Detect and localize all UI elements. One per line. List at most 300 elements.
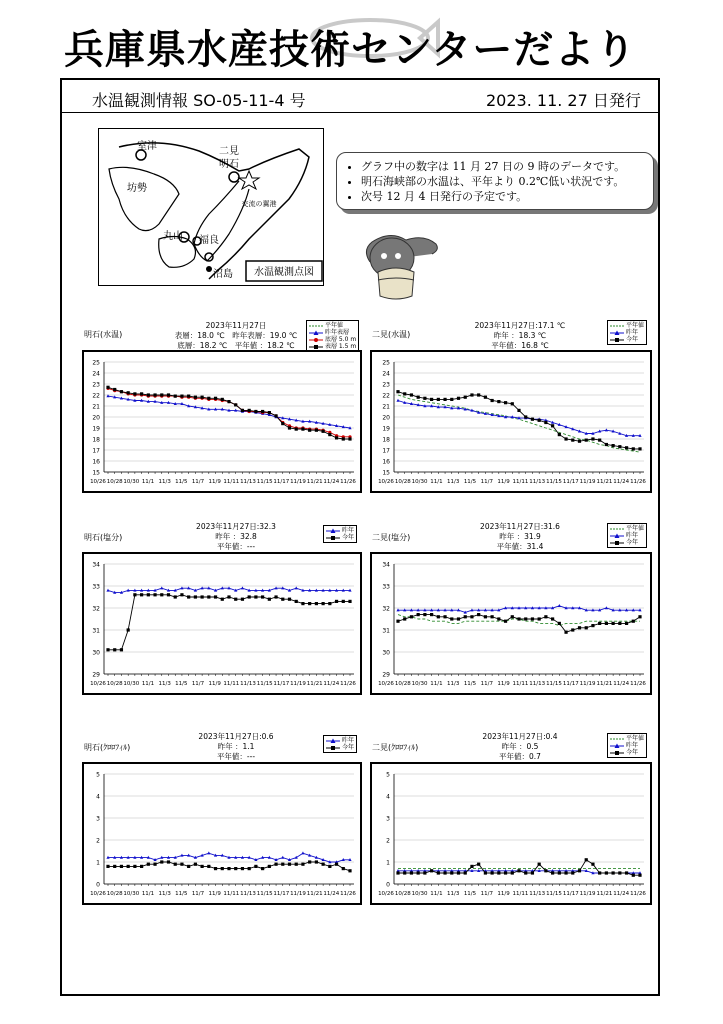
x-tick-label: 11/9 — [497, 681, 510, 687]
chart-stat-line: 昨年 ：31.9 — [499, 532, 541, 541]
legend-label: 底層 5.0 m — [325, 336, 357, 343]
x-tick-label: 11/19 — [579, 681, 596, 687]
chart-plot-area — [82, 350, 362, 493]
data-point — [153, 393, 156, 396]
data-point — [274, 414, 277, 417]
chart-svg — [84, 352, 360, 491]
data-point — [605, 871, 608, 874]
data-point — [443, 398, 446, 401]
data-point — [618, 445, 621, 448]
x-tick-label: 11/5 — [175, 891, 188, 897]
data-point — [127, 865, 130, 868]
x-tick-label: 11/24 — [323, 891, 340, 897]
data-point — [417, 396, 420, 399]
x-tick-label: 10/26 — [378, 681, 394, 687]
data-point — [417, 613, 420, 616]
place-label: 明石 — [219, 159, 239, 170]
legend-entry — [610, 532, 644, 539]
data-point — [632, 874, 635, 877]
x-tick-label: 11/26 — [340, 891, 356, 897]
x-tick-label: 11/21 — [306, 681, 323, 687]
data-point — [484, 396, 487, 399]
data-point — [187, 395, 190, 398]
data-point — [174, 595, 177, 598]
data-point — [308, 429, 311, 432]
data-point — [450, 398, 453, 401]
legend-entry — [326, 527, 354, 534]
legend-label: 昨年 — [626, 329, 639, 336]
note-item: • 次号 12 月 4 日発行の予定です。 — [361, 189, 645, 204]
data-point — [133, 392, 136, 395]
x-tick-label: 11/24 — [613, 681, 630, 687]
legend-label: 昨年表層 — [325, 329, 350, 336]
data-point — [328, 602, 331, 605]
data-point — [531, 617, 534, 620]
x-tick-label: 10/28 — [394, 681, 411, 687]
data-point — [410, 615, 413, 618]
data-point — [585, 858, 588, 861]
chart-stats — [440, 522, 600, 552]
x-tick-label: 11/13 — [240, 681, 256, 687]
x-tick-label: 11/5 — [463, 891, 477, 897]
data-point — [632, 447, 635, 450]
data-point — [517, 409, 520, 412]
data-point — [322, 863, 325, 866]
data-point — [348, 437, 351, 440]
data-point — [120, 648, 123, 651]
data-point — [544, 421, 547, 424]
data-point — [423, 871, 426, 874]
data-point — [160, 860, 163, 863]
place-label: 室津 — [137, 141, 157, 152]
data-point — [497, 871, 500, 874]
x-tick-label: 11/7 — [191, 479, 205, 485]
x-tick-label: 11/13 — [529, 681, 546, 687]
data-point — [281, 856, 284, 859]
y-tick-label: 25 — [382, 359, 390, 367]
y-tick-label: 22 — [92, 392, 100, 400]
data-point — [598, 871, 601, 874]
data-point — [348, 600, 351, 603]
x-tick-label: 11/17 — [273, 891, 290, 897]
data-point — [585, 626, 588, 629]
data-point — [618, 871, 621, 874]
data-point — [234, 867, 237, 870]
data-point — [113, 648, 116, 651]
data-point — [268, 411, 271, 414]
x-tick-label: 11/26 — [630, 681, 646, 687]
data-point — [491, 615, 494, 618]
data-point — [295, 428, 298, 431]
x-tick-label: 10/28 — [106, 681, 123, 687]
observation-map — [98, 128, 324, 286]
data-point — [295, 863, 298, 866]
y-tick-label: 24 — [92, 370, 100, 378]
data-point — [167, 393, 170, 396]
chart-stat-line: 昨年 ：0.5 — [501, 742, 539, 751]
data-point — [511, 615, 514, 618]
x-tick-label: 11/3 — [158, 479, 171, 485]
data-point — [194, 863, 197, 866]
data-point — [443, 871, 446, 874]
data-point — [315, 860, 318, 863]
data-point — [410, 871, 413, 874]
data-point — [234, 403, 237, 406]
y-tick-label: 4 — [96, 793, 100, 801]
data-point — [477, 863, 480, 866]
legend-entry — [309, 343, 356, 350]
chart-stat-line: 2023年11月27日:0.4 — [482, 732, 558, 741]
y-tick-label: 33 — [92, 583, 100, 591]
chart-plot-area — [82, 552, 362, 695]
chart-plot-area — [370, 762, 652, 905]
map-legend-title: 水温観測点図 — [254, 267, 314, 278]
x-tick-label: 11/15 — [256, 479, 273, 485]
chart-stats — [156, 732, 316, 762]
x-tick-label: 11/1 — [141, 479, 155, 485]
x-tick-label: 11/5 — [463, 681, 477, 687]
x-tick-label: 11/19 — [290, 479, 306, 485]
legend-entry — [309, 322, 356, 329]
data-point — [214, 397, 217, 400]
data-point — [605, 428, 608, 431]
chart-stat-line: 昨年 ：1.1 — [217, 742, 255, 751]
data-point — [254, 865, 257, 868]
data-point — [612, 444, 615, 447]
data-point — [241, 409, 244, 412]
x-tick-label: 11/24 — [323, 681, 340, 687]
data-point — [612, 622, 615, 625]
data-point — [348, 869, 351, 872]
x-tick-label: 11/9 — [497, 891, 510, 897]
y-tick-label: 30 — [382, 649, 390, 657]
x-tick-label: 10/26 — [378, 479, 394, 485]
data-point — [281, 422, 284, 425]
x-tick-label: 11/3 — [447, 891, 460, 897]
chart-stat-line: 2023年11月27日:0.6 — [198, 732, 274, 741]
x-tick-label: 11/17 — [273, 681, 290, 687]
data-point — [180, 863, 183, 866]
chart-stats — [440, 732, 600, 762]
y-tick-label: 19 — [382, 425, 390, 433]
data-point — [335, 436, 338, 439]
data-point — [504, 401, 507, 404]
data-point — [207, 595, 210, 598]
chart-svg — [372, 764, 650, 903]
chart-station-label: 二見(ｸﾛﾛﾌｨﾙ) — [372, 743, 419, 752]
y-tick-label: 16 — [92, 458, 100, 466]
data-point — [261, 595, 264, 598]
y-tick-label: 1 — [96, 859, 100, 867]
data-point — [558, 871, 561, 874]
data-point — [504, 871, 507, 874]
chart-stat-line: 底層：18.2 ℃ 平年値 ：18.2 ℃ — [177, 341, 295, 350]
legend-label: 表層 1.5 m — [325, 343, 357, 350]
data-point — [288, 598, 291, 601]
x-tick-label: 11/5 — [463, 479, 477, 485]
legend-entry — [610, 336, 644, 343]
y-tick-label: 23 — [382, 381, 390, 389]
chart-stat-line: 平年値：0.7 — [499, 752, 541, 761]
data-point — [221, 867, 224, 870]
x-tick-label: 11/15 — [546, 681, 562, 687]
page-title: 兵庫県水産技術センターだより — [64, 27, 637, 73]
data-point — [585, 439, 588, 442]
x-tick-label: 11/11 — [223, 479, 240, 485]
data-point — [410, 393, 413, 396]
legend-entry — [610, 322, 644, 329]
data-point — [558, 622, 561, 625]
data-point — [484, 871, 487, 874]
data-point — [227, 400, 230, 403]
x-tick-label: 11/11 — [512, 479, 529, 485]
x-tick-label: 11/15 — [546, 891, 562, 897]
y-tick-label: 18 — [92, 436, 100, 444]
x-tick-label: 10/26 — [90, 891, 106, 897]
data-point — [254, 410, 257, 413]
data-point — [288, 863, 291, 866]
x-tick-label: 11/26 — [340, 479, 356, 485]
data-point — [531, 871, 534, 874]
data-point — [511, 871, 514, 874]
data-point — [288, 426, 291, 429]
x-tick-label: 11/11 — [512, 891, 529, 897]
x-tick-label: 10/30 — [411, 681, 428, 687]
x-tick-label: 11/7 — [480, 479, 493, 485]
data-point — [254, 595, 257, 598]
chart-station-label: 二見(塩分) — [372, 533, 411, 542]
data-point — [457, 871, 460, 874]
legend-entry — [610, 749, 644, 756]
place-label: 福良 — [199, 235, 219, 246]
data-point — [632, 620, 635, 623]
place-label: 丸山 — [163, 231, 183, 242]
place-label: 二見 — [219, 146, 239, 157]
data-point — [430, 613, 433, 616]
data-point — [120, 865, 123, 868]
data-point — [564, 437, 567, 440]
data-point — [227, 595, 230, 598]
chart-stats — [156, 522, 316, 552]
x-tick-label: 11/3 — [447, 479, 460, 485]
chart-stat-line: 昨年 ：18.3 ℃ — [493, 331, 547, 340]
data-point — [450, 871, 453, 874]
data-point — [571, 871, 574, 874]
chart-legend — [306, 320, 359, 352]
data-point — [638, 615, 641, 618]
x-tick-label: 11/19 — [290, 891, 306, 897]
chart-plot-area — [82, 762, 362, 905]
y-tick-label: 3 — [96, 815, 100, 823]
y-tick-label: 5 — [386, 771, 390, 779]
note-item: • 明石海峡部の水温は、平年より 0.2℃低い状況です。 — [361, 174, 645, 189]
data-point — [147, 593, 150, 596]
data-point — [147, 863, 150, 866]
legend-label: 今年 — [626, 336, 639, 343]
data-point — [598, 622, 601, 625]
data-point — [207, 397, 210, 400]
place-label: 坊勢 — [127, 183, 147, 194]
chart-stat-line: 2023年11月27日 — [205, 321, 267, 330]
data-point — [638, 447, 641, 450]
x-tick-label: 11/13 — [529, 891, 546, 897]
x-tick-label: 11/5 — [175, 681, 188, 687]
x-tick-label: 10/28 — [394, 479, 411, 485]
x-tick-label: 10/30 — [123, 479, 140, 485]
data-point — [234, 598, 237, 601]
data-point — [335, 863, 338, 866]
x-tick-label: 11/19 — [579, 891, 596, 897]
data-point — [396, 390, 399, 393]
place-label: 沼島 — [213, 269, 233, 280]
data-point — [140, 593, 143, 596]
data-point — [106, 589, 109, 592]
data-point — [403, 871, 406, 874]
data-point — [564, 631, 567, 634]
data-point — [538, 617, 541, 620]
chart-plot-area — [370, 350, 652, 493]
y-tick-label: 19 — [92, 425, 100, 433]
x-tick-label: 11/21 — [596, 479, 613, 485]
data-point — [120, 390, 123, 393]
chart-stat-line: 2023年11月27日:31.6 — [480, 522, 560, 531]
data-point — [295, 600, 298, 603]
header-divider — [60, 112, 660, 113]
data-point — [301, 602, 304, 605]
data-point — [147, 393, 150, 396]
data-point — [464, 871, 467, 874]
data-point — [544, 869, 547, 872]
x-tick-label: 11/26 — [340, 681, 356, 687]
x-tick-label: 11/24 — [613, 479, 630, 485]
x-tick-label: 11/26 — [630, 891, 646, 897]
x-tick-label: 11/24 — [323, 479, 340, 485]
data-point — [517, 617, 520, 620]
data-point — [268, 598, 271, 601]
y-tick-label: 30 — [92, 649, 100, 657]
chart-legend — [607, 523, 647, 548]
y-tick-label: 22 — [382, 392, 390, 400]
y-tick-label: 20 — [382, 414, 390, 422]
series-line — [108, 388, 350, 436]
legend-label: 今年 — [626, 539, 639, 546]
data-point — [187, 595, 190, 598]
data-point — [511, 402, 514, 405]
legend-entry — [610, 539, 644, 546]
data-point — [551, 617, 554, 620]
data-point — [578, 626, 581, 629]
chart-station-label: 二見(水温) — [372, 330, 411, 339]
data-point — [571, 628, 574, 631]
y-tick-label: 34 — [382, 561, 390, 569]
y-tick-label: 5 — [96, 771, 100, 779]
data-point — [437, 871, 440, 874]
data-point — [564, 871, 567, 874]
x-tick-label: 11/11 — [512, 681, 529, 687]
data-point — [160, 593, 163, 596]
data-point — [464, 396, 467, 399]
x-tick-label: 11/17 — [273, 479, 290, 485]
data-point — [106, 865, 109, 868]
chart-svg — [372, 554, 650, 693]
data-point — [201, 595, 204, 598]
x-tick-label: 11/1 — [430, 479, 443, 485]
y-tick-label: 32 — [382, 605, 390, 613]
data-point — [538, 863, 541, 866]
legend-label: 平年値 — [626, 322, 645, 329]
data-point — [437, 615, 440, 618]
data-point — [227, 867, 230, 870]
chart-stat-line: 表層：18.0 ℃ 昨年表層：19.0 ℃ — [174, 331, 298, 340]
legend-label: 平年値 — [626, 525, 645, 532]
x-tick-label: 11/9 — [208, 891, 221, 897]
data-point — [464, 615, 467, 618]
series-line — [108, 595, 350, 650]
data-point — [301, 428, 304, 431]
data-point — [538, 419, 541, 422]
x-tick-label: 11/26 — [630, 479, 646, 485]
station-marker — [206, 266, 212, 272]
x-tick-label: 11/11 — [223, 891, 240, 897]
data-point — [417, 871, 420, 874]
y-tick-label: 15 — [382, 469, 390, 477]
legend-entry — [610, 735, 644, 742]
data-point — [127, 391, 130, 394]
legend-entry — [326, 534, 354, 541]
x-tick-label: 11/21 — [596, 681, 613, 687]
data-point — [443, 615, 446, 618]
data-point — [214, 595, 217, 598]
data-point — [551, 424, 554, 427]
chart-legend — [323, 525, 357, 543]
data-point — [308, 602, 311, 605]
data-point — [544, 615, 547, 618]
y-tick-label: 3 — [386, 815, 390, 823]
legend-entry — [326, 744, 354, 751]
chart-svg — [84, 764, 360, 903]
y-tick-label: 0 — [96, 881, 100, 889]
x-tick-label: 11/9 — [208, 681, 221, 687]
data-point — [531, 418, 534, 421]
data-point — [187, 865, 190, 868]
legend-label: 昨年 — [626, 742, 639, 749]
x-tick-label: 10/30 — [123, 891, 140, 897]
chart-legend — [323, 735, 357, 753]
data-point — [430, 398, 433, 401]
data-point — [241, 598, 244, 601]
x-tick-label: 11/13 — [240, 891, 256, 897]
legend-entry — [610, 525, 644, 532]
data-point — [315, 602, 318, 605]
data-point — [497, 400, 500, 403]
x-tick-label: 10/26 — [378, 891, 394, 897]
data-point — [322, 602, 325, 605]
x-tick-label: 10/28 — [394, 891, 411, 897]
data-point — [396, 399, 399, 402]
x-tick-label: 10/26 — [90, 479, 106, 485]
data-point — [423, 613, 426, 616]
data-point — [517, 869, 520, 872]
x-tick-label: 11/15 — [256, 891, 273, 897]
data-point — [295, 586, 298, 589]
data-point — [578, 869, 581, 872]
data-point — [308, 860, 311, 863]
data-point — [470, 865, 473, 868]
y-tick-label: 16 — [382, 458, 390, 466]
x-tick-label: 11/9 — [208, 479, 221, 485]
data-point — [201, 865, 204, 868]
data-point — [160, 586, 163, 589]
